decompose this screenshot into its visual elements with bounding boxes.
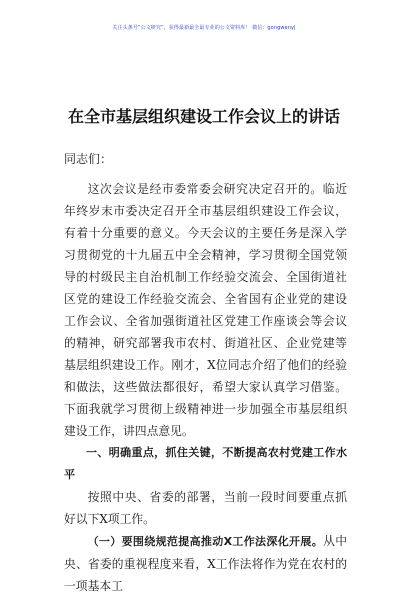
salutation: 同志们： xyxy=(64,152,113,166)
paragraph-subsection-1 xyxy=(64,530,347,597)
paragraph-intro: 这次会议是经市委常委会研究决定召开的。临近年终岁末市委决定召开全市基层组织建设工作会议，有着十分重要的意义。今天会议的主要任务是深入学习贯彻党的十九届五中全会精神，学习贯彻全国党领导的村级民主自治机制工作经验交流会、全国街道社区党的建设工作经验交流会、全省国有企业党的建设工作会议、全省加强街道社区党建工作座谈会等会议的精神，研究部署我市农村、街道社区、企业党建等基层组织建设工作。刚才，X位同志介绍了他们的经验和做法，这些做法都很好，希望大家认真学习借鉴。下面我就学习贯彻上级精神进一步加强全市基层组织建设工作，讲四点意见。 xyxy=(64,182,347,438)
document-title: 在全市基层组织建设工作会议上的讲话 xyxy=(67,107,340,126)
section-heading-1: 一、明确重点，抓住关键，不断提高农村党建工作水平 xyxy=(64,446,347,481)
subsection-heading-1: （一）要围绕规范提高推动X工作法深化开展。 xyxy=(87,535,324,548)
document-body xyxy=(64,178,347,597)
subsection-text-1: 从中央、省委的重视程度来看，X工作法将作为党在农村的一项基本工 xyxy=(64,534,347,593)
paragraph-tasks: 按照中央、省委的部署，当前一段时间要重点抓好以下X项工作。 xyxy=(64,490,347,526)
header-banner: 关注头条号“公文研究”，获得最新最全最专业的公文资料库！ 微信：gongwenyj xyxy=(112,25,296,31)
